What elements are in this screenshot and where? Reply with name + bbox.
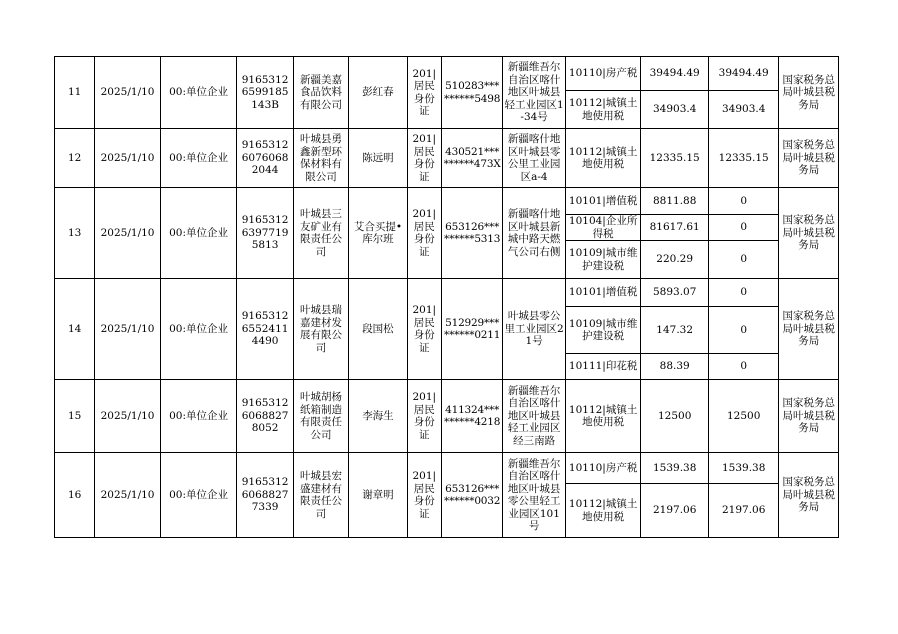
tax-item-cell: 10110|房产税	[565, 453, 641, 484]
tax-item-cell: 10110|房产税	[565, 57, 641, 91]
tax-balance-cell: 39494.49	[708, 57, 779, 91]
taxpayer-type-cell: 00:单位企业	[160, 279, 237, 380]
tax-item-cell: 10112|城镇土地使用税	[565, 484, 641, 538]
table-row	[55, 57, 839, 91]
tax-amount-cell: 12335.15	[641, 129, 709, 188]
credit-code-cell: 916531263977195813	[237, 188, 293, 279]
tax-balance-cell: 12335.15	[708, 129, 779, 188]
tax-item-cell: 10112|城镇土地使用税	[565, 91, 641, 129]
legal-person-cell: 陈远明	[349, 129, 407, 188]
tax-authority-cell: 国家税务总局叶城县税务局	[779, 380, 839, 453]
tax-amount-cell: 34903.4	[641, 91, 709, 129]
tax-item-cell: 10112|城镇土地使用税	[565, 129, 641, 188]
taxpayer-type-cell: 00:单位企业	[160, 453, 237, 538]
id-number-cell: 510283*********5498	[441, 57, 502, 129]
id-type-cell: 201|居民身份证	[407, 380, 441, 453]
taxpayer-type-cell: 00:单位企业	[160, 380, 237, 453]
tax-item-cell: 10111|印花税	[565, 354, 641, 380]
tax-authority-cell: 国家税务总局叶城县税务局	[779, 453, 839, 538]
tax-authority-cell: 国家税务总局叶城县税务局	[779, 129, 839, 188]
tax-balance-cell: 12500	[708, 380, 779, 453]
legal-person-cell: 段国松	[349, 279, 407, 380]
address-cell: 新疆维吾尔自治区喀什地区叶城县轻工业园区1-34号	[503, 57, 565, 129]
id-number-cell: 512929*********0211	[441, 279, 502, 380]
taxpayer-type-cell: 00:单位企业	[160, 188, 237, 279]
legal-person-cell: 艾合买提•库尔班	[349, 188, 407, 279]
table-row	[55, 129, 839, 188]
table-row	[55, 380, 839, 453]
row-number: 16	[55, 453, 95, 538]
credit-code-cell: 916531260760682044	[237, 129, 293, 188]
date-cell: 2025/1/10	[95, 279, 161, 380]
date-cell: 2025/1/10	[95, 453, 161, 538]
tax-amount-cell: 2197.06	[641, 484, 709, 538]
tax-amount-cell: 147.32	[641, 307, 709, 354]
tax-item-cell: 10101|增值税	[565, 279, 641, 307]
tax-amount-cell: 88.39	[641, 354, 709, 380]
id-type-cell: 201|居民身份证	[407, 57, 441, 129]
company-name-cell: 叶城县宏盛建材有限责任公司	[293, 453, 348, 538]
tax-balance-cell: 2197.06	[708, 484, 779, 538]
tax-item-cell: 10109|城市维护建设税	[565, 307, 641, 354]
date-cell: 2025/1/10	[95, 380, 161, 453]
company-name-cell: 新疆美嘉食品饮料有限公司	[293, 57, 348, 129]
tax-amount-cell: 39494.49	[641, 57, 709, 91]
tax-balance-cell: 1539.38	[708, 453, 779, 484]
row-number: 13	[55, 188, 95, 279]
company-name-cell: 叶城县瑞嘉建材发展有限公司	[293, 279, 348, 380]
address-cell: 新疆维吾尔自治区喀什地区叶城县轻工业园区经三南路	[503, 380, 565, 453]
tax-item-cell: 10112|城镇土地使用税	[565, 380, 641, 453]
id-type-cell: 201|居民身份证	[407, 188, 441, 279]
company-name-cell: 叶城县勇鑫新型环保材料有限公司	[293, 129, 348, 188]
company-name-cell: 叶城县三友矿业有限责任公司	[293, 188, 348, 279]
tax-amount-cell: 5893.07	[641, 279, 709, 307]
tax-balance-cell: 0	[708, 307, 779, 354]
tax-balance-cell: 0	[708, 354, 779, 380]
tax-amount-cell: 81617.61	[641, 215, 709, 241]
row-number: 14	[55, 279, 95, 380]
credit-code-cell: 91653126599185143B	[237, 57, 293, 129]
tax-balance-cell: 0	[708, 279, 779, 307]
id-number-cell: 430521*********473X	[441, 129, 502, 188]
id-number-cell: 411324*********4218	[441, 380, 502, 453]
date-cell: 2025/1/10	[95, 57, 161, 129]
credit-code-cell: 916531265524114490	[237, 279, 293, 380]
tax-authority-cell: 国家税务总局叶城县税务局	[779, 57, 839, 129]
address-cell: 新疆维吾尔自治区喀什地区叶城县零公里轻工业园区101号	[503, 453, 565, 538]
tax-arrears-table	[54, 56, 839, 538]
table-body	[55, 57, 839, 538]
tax-balance-cell: 0	[708, 188, 779, 215]
table-row	[55, 279, 839, 307]
taxpayer-type-cell: 00:单位企业	[160, 129, 237, 188]
tax-authority-cell: 国家税务总局叶城县税务局	[779, 279, 839, 380]
address-cell: 叶城县零公里工业园区21号	[503, 279, 565, 380]
legal-person-cell: 李海生	[349, 380, 407, 453]
tax-amount-cell: 12500	[641, 380, 709, 453]
tax-amount-cell: 1539.38	[641, 453, 709, 484]
date-cell: 2025/1/10	[95, 188, 161, 279]
address-cell: 新疆喀什地区叶城县新城中路天燃气公司右侧	[503, 188, 565, 279]
legal-person-cell: 谢章明	[349, 453, 407, 538]
tax-authority-cell: 国家税务总局叶城县税务局	[779, 188, 839, 279]
credit-code-cell: 916531260688278052	[237, 380, 293, 453]
id-number-cell: 653126*********0032	[441, 453, 502, 538]
table-row	[55, 188, 839, 215]
id-type-cell: 201|居民身份证	[407, 129, 441, 188]
tax-item-cell: 10101|增值税	[565, 188, 641, 215]
row-number: 15	[55, 380, 95, 453]
tax-amount-cell: 8811.88	[641, 188, 709, 215]
id-number-cell: 653126*********5313	[441, 188, 502, 279]
tax-item-cell: 10104|企业所得税	[565, 215, 641, 241]
credit-code-cell: 916531260688277339	[237, 453, 293, 538]
company-name-cell: 叶城胡杨纸箱制造有限责任公司	[293, 380, 348, 453]
table-row	[55, 453, 839, 484]
id-type-cell: 201|居民身份证	[407, 279, 441, 380]
tax-amount-cell: 220.29	[641, 241, 709, 279]
address-cell: 新疆喀什地区叶城县零公里工业园区a-4	[503, 129, 565, 188]
id-type-cell: 201|居民身份证	[407, 453, 441, 538]
legal-person-cell: 彭红春	[349, 57, 407, 129]
taxpayer-type-cell: 00:单位企业	[160, 57, 237, 129]
row-number: 12	[55, 129, 95, 188]
tax-balance-cell: 0	[708, 241, 779, 279]
tax-balance-cell: 0	[708, 215, 779, 241]
date-cell: 2025/1/10	[95, 129, 161, 188]
row-number: 11	[55, 57, 95, 129]
tax-balance-cell: 34903.4	[708, 91, 779, 129]
tax-item-cell: 10109|城市维护建设税	[565, 241, 641, 279]
